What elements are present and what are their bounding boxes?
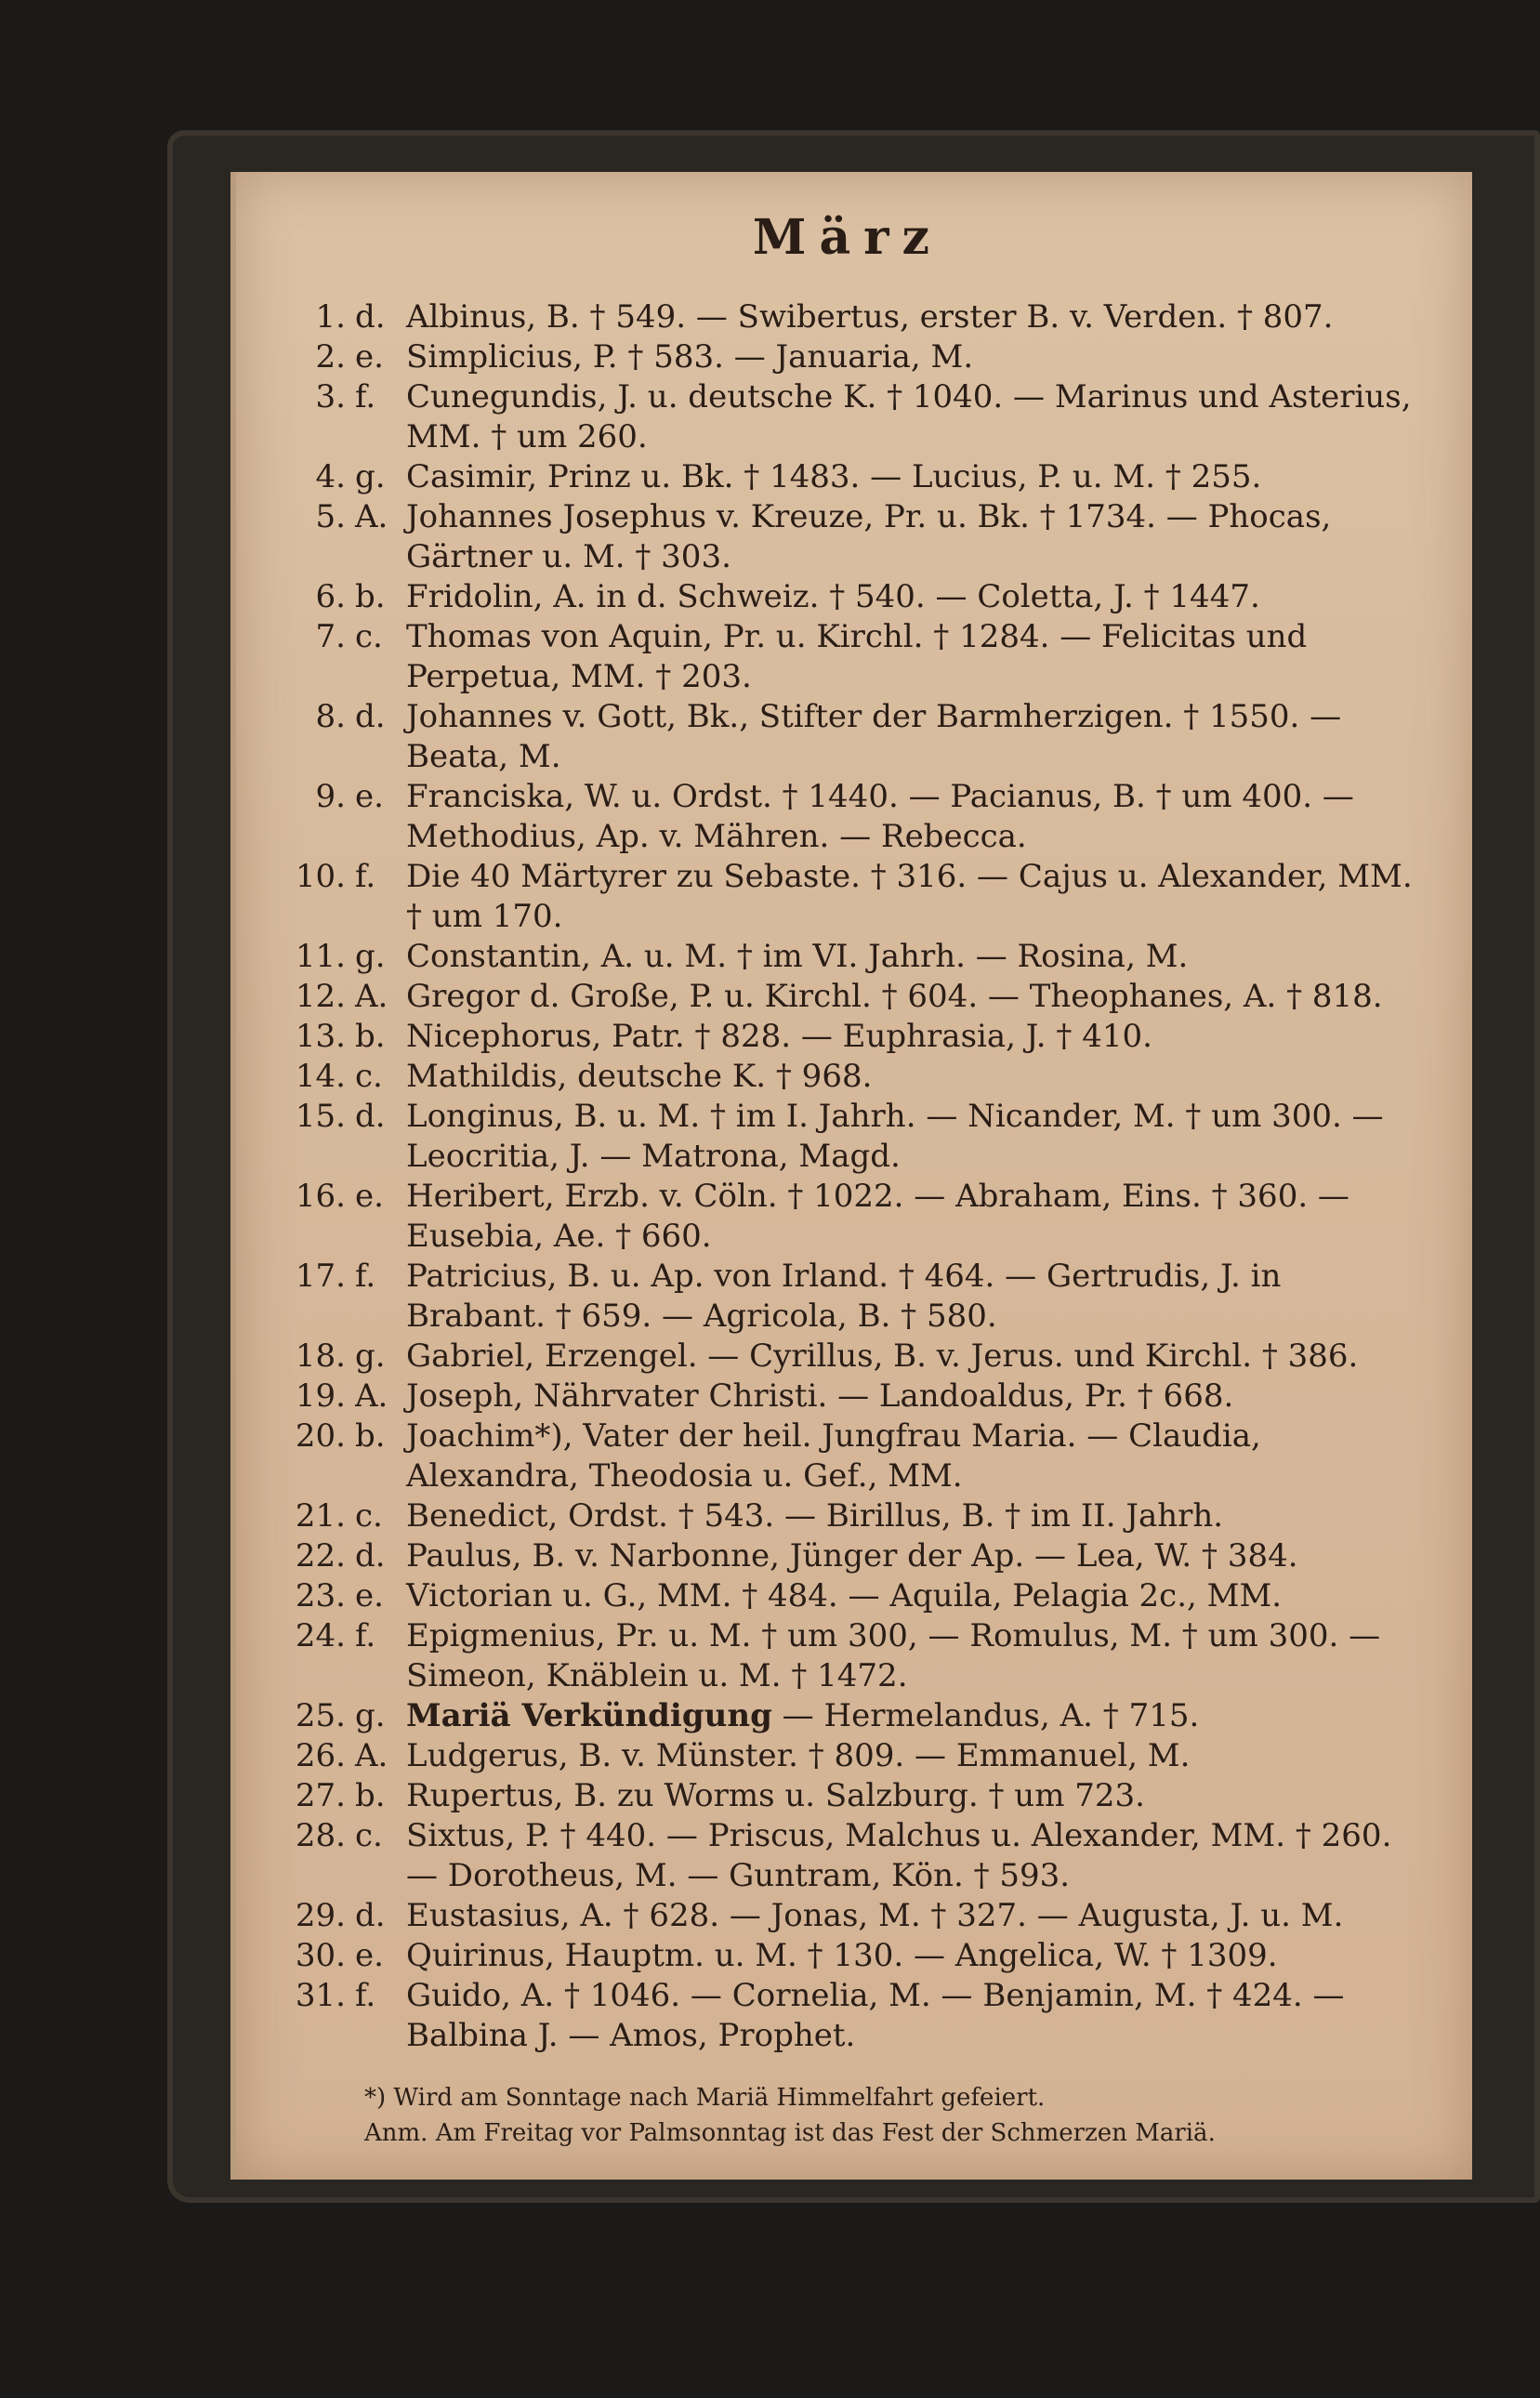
entry-text: Joachim*), Vater der heil. Jungfrau Maria. — Claudia, Alexandra, Theodosia u. Gef., MM.: [406, 1417, 1261, 1495]
calendar-entry: [281, 777, 1415, 857]
footnote: *) Wird am Sonntage nach Mariä Himmelfahrt gefeiert.: [364, 2084, 1046, 2112]
day-number: 23.: [295, 1577, 346, 1614]
entry-text: Casimir, Prinz u. Bk. † 1483. — Lucius, P. u. M. † 255.: [406, 458, 1262, 495]
day-number: 25.: [295, 1697, 346, 1734]
dominical-letter: A.: [355, 1377, 388, 1415]
entry-text: Benedict, Ordst. † 543. — Birillus, B. † im II. Jahrh.: [406, 1497, 1224, 1535]
entry-text: Eustasius, A. † 628. — Jonas, M. † 327. — Augusta, J. u. M.: [406, 1897, 1344, 1934]
calendar-entry: [281, 1776, 1415, 1816]
entry-text: Cunegundis, J. u. deutsche K. † 1040. — Marinus und Asterius, MM. † um 260.: [406, 378, 1412, 455]
saints-text: [406, 1576, 1415, 1616]
calendar-entry: [281, 857, 1415, 937]
saints-text: [406, 1337, 1415, 1377]
entry-text: Rupertus, B. zu Worms u. Salzburg. † um 723.: [406, 1777, 1145, 1814]
saints-text: [406, 857, 1415, 937]
saints-text: [406, 617, 1415, 697]
day-number: 27.: [295, 1777, 346, 1814]
entry-text: Longinus, B. u. M. † im I. Jahrh. — Nicander, M. † um 300. — Leocritia, J. — Matrona, Magd.: [406, 1098, 1384, 1175]
dominical-letter: e.: [355, 1937, 384, 1974]
dominical-letter: d.: [355, 1897, 386, 1934]
calendar-entry: [281, 297, 1415, 337]
dominical-letter: A.: [355, 978, 388, 1015]
calendar-entry: [281, 1816, 1415, 1896]
day-number: 13.: [295, 1018, 346, 1055]
calendar-entry: [281, 377, 1415, 457]
entry-text: Patricius, B. u. Ap. von Irland. † 464. — Gertrudis, J. in Brabant. † 659. — Agricola, B. † 580.: [406, 1258, 1282, 1335]
dominical-letter: c.: [355, 1497, 383, 1535]
saints-text: [406, 377, 1415, 457]
day-number: 17.: [295, 1258, 346, 1295]
saints-text: [406, 1816, 1415, 1896]
saints-text: [406, 297, 1415, 337]
dominical-letter: d.: [355, 298, 386, 336]
saints-text: [406, 1496, 1415, 1536]
day-number: 11.: [295, 938, 346, 975]
entry-text: Gabriel, Erzengel. — Cyrillus, B. v. Jerus. und Kirchl. † 386.: [406, 1337, 1359, 1375]
calendar-entry: [281, 1416, 1415, 1496]
calendar-entry: [281, 1337, 1415, 1377]
day-number: 18.: [295, 1337, 346, 1375]
dominical-letter: A.: [355, 1737, 388, 1774]
dominical-letter: e.: [355, 1577, 384, 1614]
calendar-entry: [281, 1097, 1415, 1177]
month-title: März: [752, 209, 943, 266]
entry-text: Quirinus, Hauptm. u. M. † 130. — Angelica, W. † 1309.: [406, 1937, 1278, 1974]
entry-text: — Hermelandus, A. † 715.: [771, 1697, 1200, 1734]
dominical-letter: g.: [355, 458, 386, 495]
saints-text: [406, 1377, 1415, 1416]
calendar-entry: [281, 977, 1415, 1017]
saints-text: [406, 577, 1415, 617]
saints-text: [406, 497, 1415, 577]
day-number: 10.: [295, 858, 346, 895]
entry-text: Die 40 Märtyrer zu Sebaste. † 316. — Cajus u. Alexander, MM. † um 170.: [406, 858, 1413, 935]
day-number: 22.: [295, 1537, 346, 1575]
day-number: 3.: [315, 378, 346, 415]
entry-text: Johannes Josephus v. Kreuze, Pr. u. Bk. † 1734. — Phocas, Gärtner u. M. † 303.: [406, 498, 1332, 575]
footnotes: [281, 2080, 1415, 2151]
dominical-letter: c.: [355, 618, 383, 655]
entry-text: Fridolin, A. in d. Schweiz. † 540. — Coletta, J. † 1447.: [406, 578, 1260, 615]
calendar-page: [230, 172, 1472, 2180]
saints-text: [406, 1696, 1415, 1736]
entry-text: Simplicius, P. † 583. — Januaria, M.: [406, 338, 974, 376]
dominical-letter: e.: [355, 338, 384, 376]
day-number: 8.: [315, 698, 346, 735]
annotation: Anm. Am Freitag vor Palmsonntag ist das Fest der Schmerzen Mariä.: [364, 2119, 1216, 2147]
entry-text: Victorian u. G., MM. † 484. — Aquila, Pelagia 2c., MM.: [406, 1577, 1283, 1614]
day-number: 19.: [295, 1377, 346, 1415]
dominical-letter: f.: [355, 1617, 376, 1654]
day-number: 30.: [295, 1937, 346, 1974]
saints-text: [406, 937, 1415, 977]
calendar-entry: [281, 1257, 1415, 1337]
calendar-entry: [281, 1017, 1415, 1057]
calendar-entry: [281, 577, 1415, 617]
saints-text: [406, 1416, 1415, 1496]
day-number: 7.: [315, 618, 346, 655]
dominical-letter: d.: [355, 1537, 386, 1575]
day-number: 4.: [315, 458, 346, 495]
dominical-letter: g.: [355, 938, 386, 975]
calendar-entry: [281, 1736, 1415, 1776]
entry-text: Gregor d. Große, P. u. Kirchl. † 604. — Theophanes, A. † 818.: [406, 978, 1383, 1015]
calendar-entry: [281, 457, 1415, 497]
dominical-letter: d.: [355, 698, 386, 735]
day-number: 31.: [295, 1977, 346, 2014]
day-number: 21.: [295, 1497, 346, 1535]
dominical-letter: b.: [355, 1417, 386, 1455]
calendar-entry: [281, 1616, 1415, 1696]
saints-text: [406, 1017, 1415, 1057]
dominical-letter: f.: [355, 1977, 376, 2014]
day-number: 14.: [295, 1058, 346, 1095]
day-number: 1.: [315, 298, 346, 336]
day-number: 24.: [295, 1617, 346, 1654]
dominical-letter: e.: [355, 778, 384, 815]
calendar-entry: [281, 337, 1415, 377]
saints-text: [406, 1976, 1415, 2056]
calendar-entry: [281, 1496, 1415, 1536]
saints-text: [406, 1616, 1415, 1696]
page-text: [281, 209, 1415, 2151]
saints-text: [406, 977, 1415, 1017]
dominical-letter: g.: [355, 1697, 386, 1734]
entry-text: Heribert, Erzb. v. Cöln. † 1022. — Abraham, Eins. † 360. — Eusebia, Ae. † 660.: [406, 1178, 1349, 1255]
entry-text: Albinus, B. † 549. — Swibertus, erster B. v. Verden. † 807.: [406, 298, 1334, 336]
calendar-entry: [281, 1377, 1415, 1416]
entry-text: Johannes v. Gott, Bk., Stifter der Barmherzigen. † 1550. — Beata, M.: [406, 698, 1342, 775]
saints-text: [406, 1736, 1415, 1776]
entry-text: Guido, A. † 1046. — Cornelia, M. — Benjamin, M. † 424. — Balbina J. — Amos, Prophet.: [406, 1977, 1345, 2054]
dominical-letter: d.: [355, 1098, 386, 1135]
dominical-letter: e.: [355, 1178, 384, 1215]
entry-text: Franciska, W. u. Ordst. † 1440. — Pacianus, B. † um 400. — Methodius, Ap. v. Mähren. — Rebecca.: [406, 778, 1354, 855]
day-number: 12.: [295, 978, 346, 1015]
day-number: 29.: [295, 1897, 346, 1934]
saints-text: [406, 1177, 1415, 1257]
day-number: 15.: [295, 1098, 346, 1135]
saints-text: [406, 697, 1415, 777]
saints-text: [406, 1257, 1415, 1337]
dominical-letter: c.: [355, 1817, 383, 1854]
saints-text: [406, 457, 1415, 497]
entry-text: Paulus, B. v. Narbonne, Jünger der Ap. — Lea, W. † 384.: [406, 1537, 1298, 1575]
entry-text: Joseph, Nährvater Christi. — Landoaldus, Pr. † 668.: [406, 1377, 1234, 1415]
saints-text: [406, 1776, 1415, 1816]
entry-text: Mathildis, deutsche K. † 968.: [406, 1058, 873, 1095]
dominical-letter: g.: [355, 1337, 386, 1375]
dominical-letter: b.: [355, 1018, 386, 1055]
calendar-entry: [281, 497, 1415, 577]
calendar-entry: [281, 1976, 1415, 2056]
day-number: 26.: [295, 1737, 346, 1774]
day-number: 6.: [315, 578, 346, 615]
entry-text: Constantin, A. u. M. † im VI. Jahrh. — Rosina, M.: [406, 938, 1189, 975]
dominical-letter: b.: [355, 1777, 386, 1814]
dominical-letter: c.: [355, 1058, 383, 1095]
entry-text: Sixtus, P. † 440. — Priscus, Malchus u. Alexander, MM. † 260. — Dorotheus, M. — Guntram, Kön. † 593.: [406, 1817, 1392, 1894]
saints-text: [406, 1536, 1415, 1576]
feast-name: Mariä Verkündigung: [406, 1697, 772, 1734]
saints-text: [406, 1896, 1415, 1936]
calendar-entry: [281, 697, 1415, 777]
dominical-letter: b.: [355, 578, 386, 615]
dominical-letter: A.: [355, 498, 388, 535]
calendar-entry: [281, 1536, 1415, 1576]
day-number: 2.: [315, 338, 346, 376]
day-number: 9.: [315, 778, 346, 815]
calendar-entry: [281, 1177, 1415, 1257]
dominical-letter: f.: [355, 1258, 376, 1295]
entries-list: [281, 297, 1415, 2056]
saints-text: [406, 337, 1415, 377]
day-number: 20.: [295, 1417, 346, 1455]
day-number: 5.: [315, 498, 346, 535]
saints-text: [406, 1057, 1415, 1097]
calendar-entry: [281, 1896, 1415, 1936]
calendar-entry: [281, 617, 1415, 697]
day-number: 28.: [295, 1817, 346, 1854]
entry-text: Ludgerus, B. v. Münster. † 809. — Emmanuel, M.: [406, 1737, 1191, 1774]
calendar-entry: [281, 1696, 1415, 1736]
day-number: 16.: [295, 1178, 346, 1215]
calendar-entry: [281, 1576, 1415, 1616]
entry-text: Thomas von Aquin, Pr. u. Kirchl. † 1284. — Felicitas und Perpetua, MM. † 203.: [406, 618, 1308, 695]
saints-text: [406, 1097, 1415, 1177]
saints-text: [406, 1936, 1415, 1976]
entry-text: Nicephorus, Patr. † 828. — Euphrasia, J. † 410.: [406, 1018, 1152, 1055]
calendar-entry: [281, 937, 1415, 977]
dominical-letter: f.: [355, 378, 376, 415]
calendar-entry: [281, 1936, 1415, 1976]
entry-text: Epigmenius, Pr. u. M. † um 300, — Romulus, M. † um 300. — Simeon, Knäblein u. M. † 1472.: [406, 1617, 1381, 1694]
dominical-letter: f.: [355, 858, 376, 895]
saints-text: [406, 777, 1415, 857]
calendar-entry: [281, 1057, 1415, 1097]
